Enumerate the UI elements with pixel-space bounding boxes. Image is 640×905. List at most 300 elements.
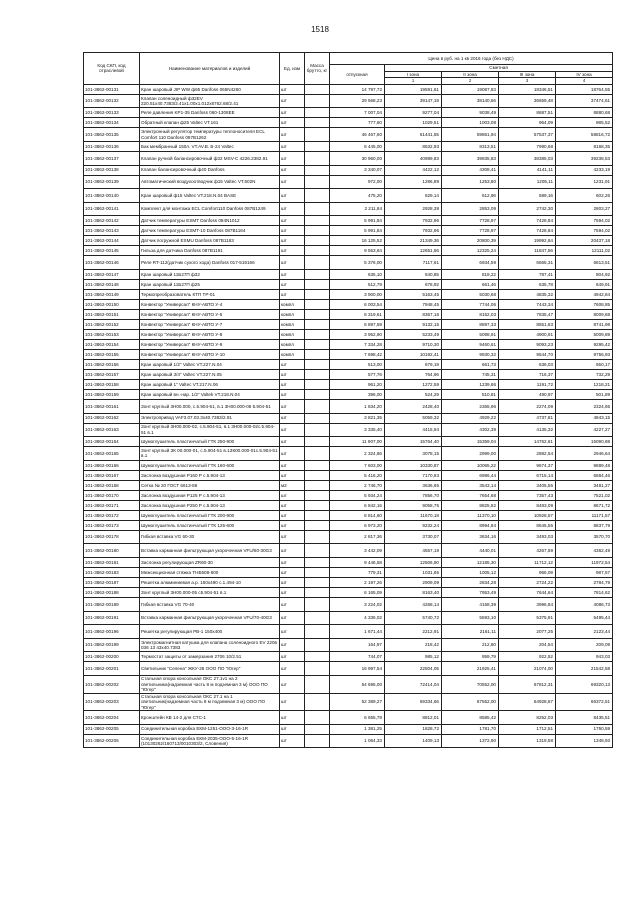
table-row [84,500,613,510]
row-mass [305,189,330,203]
row-zone-3-price: 490,97 [499,389,556,399]
row-release-price: 5 416,20 [330,470,385,480]
row-unit: шт [280,399,305,413]
row-name: Клапан балансировочный ф40 Danfoss [140,165,280,175]
table-row [84,638,613,652]
row-code: 101-3862-00172 [84,510,140,520]
row-zone-4-price: 4233,19 [556,165,613,175]
row-mass [305,470,330,480]
row-zone-1-price: 9232,24 [385,520,442,530]
row-zone-3-price: 2742,30 [499,202,556,216]
row-unit: шт [280,597,305,611]
table-row [84,389,613,399]
table-row [84,128,613,142]
row-zone-4-price: 501,89 [556,389,613,399]
row-zone-1-price: 2428,40 [385,399,442,413]
row-zone-4-price: 66372,51 [556,693,613,711]
row-mass [305,236,330,246]
row-zone-1-price: 5233,49 [385,329,442,339]
row-code: 101-3862-00173 [84,520,140,530]
row-name: Кран шаровый 3/4" Valtec VT.227.N.05 [140,369,280,379]
row-zone-2-price: 2853,09 [442,202,499,216]
row-mass [305,520,330,530]
row-code: 101-3862-00141 [84,202,140,216]
row-name: Шумоглушитель пластинчатый ГТК 200-900 [140,510,280,520]
row-code: 101-3862-00138 [84,165,140,175]
row-release-price: 16 125,52 [330,236,385,246]
table-row [84,734,613,748]
row-name: Решетка алюминиевая а.р. 150х490 с.1.494-10 [140,577,280,587]
row-zone-3-price: 7443,34 [499,299,556,309]
table-row [84,108,613,118]
row-code: 101-3862-00156 [84,359,140,369]
row-name: Конвектор "Универсал" КНУ-АВТО У-7 [140,319,280,329]
table-row [84,530,613,544]
row-name: Межсекционная стяжка ТНБ508-600 [140,567,280,577]
row-zone-4-price: 8671,72 [556,500,613,510]
table-row [84,189,613,203]
row-zone-2-price: 6934,59 [442,256,499,270]
row-unit: шт [280,490,305,500]
row-release-price: 2 817,36 [330,530,385,544]
row-name: Заслонка воздушная Р160 Р с.5.904-13 [140,470,280,480]
row-name: Кран шаровый JIP WW ф65 Danfoss 065N4260 [140,84,280,94]
row-unit: шт [280,500,305,510]
table-row [84,165,613,175]
row-unit: шт [280,369,305,379]
row-code: 101-3862-00151 [84,309,140,319]
row-mass [305,530,330,544]
row-unit: шт [280,189,305,203]
row-release-price: 11 907,00 [330,437,385,447]
row-zone-1-price: 39147,19 [385,94,442,108]
row-code: 101-3862-00153 [84,329,140,339]
row-zone-2-price: 1253,80 [442,175,499,189]
row-zone-3-price: 9674,37 [499,460,556,470]
row-zone-3-price: 19992,64 [499,236,556,246]
row-unit: шт [280,724,305,734]
row-zone-2-price: 1372,90 [442,734,499,748]
row-zone-1-price: 5059,32 [385,413,442,423]
page-number: 1518 [311,25,329,34]
row-zone-1-price: 218,42 [385,638,442,652]
row-mass [305,490,330,500]
row-code: 101-3862-00159 [84,389,140,399]
row-name: Термопреобразователь КТП ТР-01 [140,289,280,299]
row-unit: шт [280,389,305,399]
row-release-price: 1 834,20 [330,399,385,413]
row-name: Бак мембранный 150л. VT.AV.B. Б-24 Valtec [140,142,280,152]
row-zone-2-price: 4158,39 [442,597,499,611]
table-row [84,675,613,693]
row-zone-3-price: 1205,11 [499,175,556,189]
row-zone-3-price: 3405,55 [499,480,556,490]
row-zone-2-price: 510,81 [442,389,499,399]
row-name: Светильник "Селена" ЖКУ-26 ООО ПО "Югер" [140,662,280,676]
row-zone-2-price: 661,73 [442,359,499,369]
row-zone-2-price: 745,31 [442,369,499,379]
row-zone-3-price: 2882,54 [499,447,556,461]
row-zone-4-price: 2324,65 [556,399,613,413]
row-mass [305,567,330,577]
row-zone-4-price: 8741,98 [556,319,613,329]
row-mass [305,389,330,399]
table-row [84,662,613,676]
row-zone-2-price: 7728,97 [442,226,499,236]
row-name: Датчик температуры ESMT Danfoss 084N1012 [140,216,280,226]
table-row [84,711,613,725]
row-mass [305,413,330,423]
header-estimated: Сметная [385,65,613,72]
row-unit: шт [280,128,305,142]
row-mass [305,319,330,329]
row-unit: шт [280,216,305,226]
row-mass [305,94,330,108]
row-release-price: 475,20 [330,189,385,203]
row-zone-2-price: 70552,00 [442,675,499,693]
row-mass [305,480,330,490]
row-name: Комплект для монтажа ECL Comfort110 Danfoss 087В1249 [140,202,280,216]
row-zone-2-price: 8152,03 [442,309,499,319]
row-zone-1-price: 678,92 [385,279,442,289]
row-zone-4-price: 8009,68 [556,309,613,319]
row-zone-3-price: 7428,84 [499,216,556,226]
row-unit: шт [280,226,305,236]
table-row [84,597,613,611]
row-zone-4-price: 3481,27 [556,480,613,490]
row-mass [305,577,330,587]
row-name: Кран шаровый 1" Valtec VT.217.N.06 [140,379,280,389]
row-zone-1-price: 7117,61 [385,256,442,270]
row-code: 101-3862-00188 [84,587,140,597]
row-release-price: 635,10 [330,269,385,279]
row-mass [305,587,330,597]
table-body [84,84,613,747]
row-zone-3-price: 18346,51 [499,84,556,94]
row-mass [305,289,330,299]
row-unit: шт [280,84,305,94]
row-release-price: 14 797,72 [330,84,385,94]
row-zone-2-price: 8994,84 [442,520,499,530]
row-name: Термостат защиты от замерзания 2706 10/2.51 [140,652,280,662]
row-zone-1-price: 1029,51 [385,118,442,128]
row-name: Датчик температуры ESMT-10 Danfoss 087B1164 [140,226,280,236]
row-mass [305,128,330,142]
row-mass [305,611,330,625]
row-code: 101-3862-00140 [84,189,140,203]
row-name: Заслонка воздушная Р250 Р с.5.904-13 [140,500,280,510]
row-zone-4-price: 1348,93 [556,734,613,748]
row-zone-4-price: 3570,70 [556,530,613,544]
row-zone-2-price: 3634,16 [442,530,499,544]
row-unit: шт [280,413,305,423]
row-zone-1-price: 1031,65 [385,567,442,577]
row-zone-4-price: 8435,51 [556,711,613,725]
header-unit: Ед. изм [280,53,305,85]
row-zone-4-price: 804,92 [556,269,613,279]
row-zone-3-price: 8551,83 [499,319,556,329]
row-zone-1-price: 840,85 [385,269,442,279]
row-mass [305,734,330,748]
row-zone-2-price: 5593,10 [442,611,499,625]
col-number: 4 [556,78,613,84]
header-zone-1: I зона [385,72,442,78]
row-zone-3-price: 11847,56 [499,246,556,256]
row-unit: шт [280,577,305,587]
row-release-price: 5 376,00 [330,256,385,270]
row-release-price: 9 446,58 [330,557,385,567]
row-zone-2-price: 7953,49 [442,587,499,597]
row-zone-3-price: 8252,03 [499,711,556,725]
row-release-price: 6 165,09 [330,587,385,597]
row-zone-4-price: 69320,13 [556,675,613,693]
row-zone-1-price: 4557,19 [385,544,442,558]
table-row [84,226,613,236]
row-name: Автоматический воздухоотводчик ф15 Valtec VT.502N [140,175,280,189]
row-mass [305,447,330,461]
table-row [84,299,613,309]
row-release-price: 3 900,00 [330,289,385,299]
row-release-price: 7 698,42 [330,349,385,359]
row-zone-2-price: 8825,82 [442,500,499,510]
row-zone-4-price: 7814,62 [556,587,613,597]
row-unit: шт [280,567,305,577]
row-zone-2-price: 9038,49 [442,108,499,118]
row-code: 101-3862-00181 [84,557,140,567]
table-row [84,577,613,587]
row-unit: шт [280,520,305,530]
row-name: Зонт круглый ЗК 00.000-01, с.5.904-51 в.1ЗК00.000-01с.5.904-51 в.1 [141,448,278,459]
row-zone-1-price: 7948,45 [385,299,442,309]
row-name: Конвектор "Универсал" КНУ-АВТО У-8 [140,329,280,339]
row-zone-3-price: 21074,00 [499,662,556,676]
row-release-price: 6 973,20 [330,520,385,530]
row-zone-1-price: 12506,90 [385,557,442,567]
row-zone-3-price: 7428,84 [499,226,556,236]
row-mass [305,557,330,567]
table-row [84,423,613,437]
row-code: 101-3862-00187 [84,577,140,587]
row-zone-3-price: 67812,31 [499,675,556,693]
row-name: Кран шаровый 1/2" Valtec VT.227.N.04 [140,359,280,369]
table-row [84,175,613,189]
row-zone-2-price: 4929,22 [442,413,499,423]
row-unit: шт [280,118,305,128]
table-row [84,319,613,329]
table-row [84,339,613,349]
row-release-price: 513,00 [330,359,385,369]
row-zone-1-price: 7932,96 [385,216,442,226]
row-mass [305,202,330,216]
row-zone-3-price: 1319,58 [499,734,556,748]
row-code: 101-3862-00164 [84,437,140,447]
col-number: 3 [499,78,556,84]
row-zone-4-price: 9889,48 [556,460,613,470]
row-zone-1-price: 8812,01 [385,711,442,725]
row-code: 101-3862-00201 [84,662,140,676]
row-mass [305,675,330,693]
row-zone-3-price: 787,41 [499,269,556,279]
row-unit: шт [280,289,305,299]
row-release-price: 6 897,59 [330,319,385,329]
table-row [84,202,613,216]
row-zone-3-price: 3996,84 [499,597,556,611]
row-zone-2-price: 1003,08 [442,118,499,128]
row-zone-4-price: 11171,57 [556,510,613,520]
price-table [83,52,613,748]
table-row [84,279,613,289]
row-code: 101-3862-00152 [84,319,140,329]
row-release-price: 6 319,61 [330,309,385,319]
row-zone-4-price: 8837,79 [556,520,613,530]
row-zone-2-price: 6986,44 [442,470,499,480]
row-zone-1-price: 9277,04 [385,108,442,118]
row-name: Кран шаровый 11Б27П ф32 [140,269,280,279]
row-zone-4-price: 7594,02 [556,226,613,236]
row-code: 101-3862-00199 [84,638,140,652]
header-name: Наименование материалов и изделий [140,53,280,85]
row-mass [305,339,330,349]
row-zone-1-price: 764,96 [385,369,442,379]
row-mass [305,175,330,189]
row-zone-3-price: 7990,68 [499,142,556,152]
row-name: Кран шаровый ф15 Valtec VT.218.N.04 BASE [140,189,280,203]
header-code: Код СКП, код отраслевой [84,53,140,85]
row-zone-3-price: 57537,37 [499,128,556,142]
row-release-price: 3 335,40 [330,423,385,437]
table-row [84,246,613,256]
row-name: Конвектор "Универсал" КНУ-АВТО У-5 [140,309,280,319]
row-name: Гильза для датчика Danfoss 087В1191 [140,246,280,256]
row-unit: шт [280,638,305,652]
row-zone-2-price: 39935,83 [442,152,499,166]
row-release-price: 9 553,64 [330,246,385,256]
row-name: Конвектор "Универсал" КНУ-АВТО У-4 [140,299,280,309]
row-unit: шт [280,447,305,461]
row-code: 101-3862-00146 [84,256,140,270]
row-name: Соединительная коробка ЕКМ-2035-ООО-5-16-1R (10130262/160713/0010303/2, Словения) [140,734,280,748]
table-row [84,557,613,567]
table-row [84,587,613,597]
row-zone-2-price: 5030,68 [442,289,499,299]
row-zone-2-price: 10065,22 [442,460,499,470]
table-row [84,490,613,500]
row-zone-1-price: 1409,13 [385,734,442,748]
row-code: 101-3862-00191 [84,611,140,625]
row-name: Реле давления KP1-35 Danfoss 060-1308ЕЕ [140,108,280,118]
row-code: 101-3862-00154 [84,339,140,349]
table-row [84,379,613,389]
row-code: 101-3862-00144 [84,236,140,246]
row-zone-4-price: 12111,02 [556,246,613,256]
row-zone-3-price: 7357,43 [499,490,556,500]
table-row [84,94,613,108]
row-zone-2-price: 819,22 [442,269,499,279]
row-name: Заслонка регулирующая ZR60-30 [140,557,280,567]
row-zone-3-price: 635,78 [499,279,556,289]
row-zone-2-price: 212,80 [442,638,499,652]
row-unit: шт [280,202,305,216]
row-zone-3-price: 4737,81 [499,413,556,423]
row-name: Зонт круглый 3Н00.000, с.5.904-51, в.1 3Н00.000-06 5.904-51 [140,399,280,413]
row-zone-1-price: 2928,39 [385,202,442,216]
row-release-price: 744,07 [330,652,385,662]
row-unit: шт [280,587,305,597]
row-zone-2-price: 4440,01 [442,544,499,558]
col-number: 2 [442,78,499,84]
row-unit: шт [280,544,305,558]
row-zone-2-price: 612,96 [442,189,499,203]
row-mass [305,309,330,319]
row-code: 101-3862-00148 [84,279,140,289]
row-code: 101-3862-00149 [84,289,140,299]
row-release-price: 777,60 [330,118,385,128]
row-release-price: 6 003,54 [330,299,385,309]
row-zone-3-price: 3493,03 [499,530,556,544]
row-zone-1-price: 40989,83 [385,152,442,166]
row-zone-1-price: 8367,16 [385,309,442,319]
row-name: Шумоглушитель пластинчатый ГТК 125-600 [140,520,280,530]
row-zone-3-price: 966,09 [499,567,556,577]
row-unit: шт [280,269,305,279]
row-zone-3-price: 2077,25 [499,625,556,639]
row-zone-2-price: 38140,56 [442,94,499,108]
row-release-price: 164,97 [330,638,385,652]
row-name: Электропривод VAF3.07.03.3х40.7383/2.91 [140,413,280,423]
row-zone-2-price: 661,46 [442,279,499,289]
row-unit: шт [280,557,305,567]
row-unit: шт [280,530,305,544]
row-mass [305,329,330,339]
row-zone-3-price: 2274,09 [499,399,556,413]
table-row [84,84,613,94]
row-zone-4-price: 5495,44 [556,611,613,625]
row-release-price: 7 603,00 [330,460,385,470]
row-code: 101-3862-00145 [84,246,140,256]
row-code: 101-3862-00204 [84,711,140,725]
row-name: Гибкая вставка VG 60-30 [140,530,280,544]
row-zone-1-price: 21349,36 [385,236,442,246]
row-mass [305,84,330,94]
row-zone-4-price: 11972,54 [556,557,613,567]
row-zone-3-price: 9093,23 [499,339,556,349]
row-code: 101-3862-00203 [84,693,140,711]
table-row [84,611,613,625]
row-zone-4-price: 6813,51 [556,256,613,270]
row-code: 101-3862-00157 [84,369,140,379]
table-row [84,447,613,461]
row-mass [305,279,330,289]
row-zone-1-price: 8163,40 [385,587,442,597]
row-code: 101-3862-00170 [84,490,140,500]
row-release-price: 961,20 [330,379,385,389]
row-code: 101-3862-00200 [84,652,140,662]
row-name: Реле RT-112(датчик сухого хода) Danfoss 017-519166 [140,256,280,270]
row-unit: шт [280,662,305,676]
table-row [84,152,613,166]
row-zone-1-price: 3730,07 [385,530,442,544]
table-row [84,510,613,520]
row-mass [305,152,330,166]
table-row [84,625,613,639]
row-release-price: 3 224,02 [330,597,385,611]
row-zone-3-price: 1191,72 [499,379,556,389]
row-unit: шт [280,510,305,520]
row-mass [305,349,330,359]
row-zone-1-price: 9132,15 [385,319,442,329]
row-release-price: 3 340,07 [330,165,385,175]
row-name: Конвектор "Универсал" КНУ-АВТО У-10 [140,349,280,359]
